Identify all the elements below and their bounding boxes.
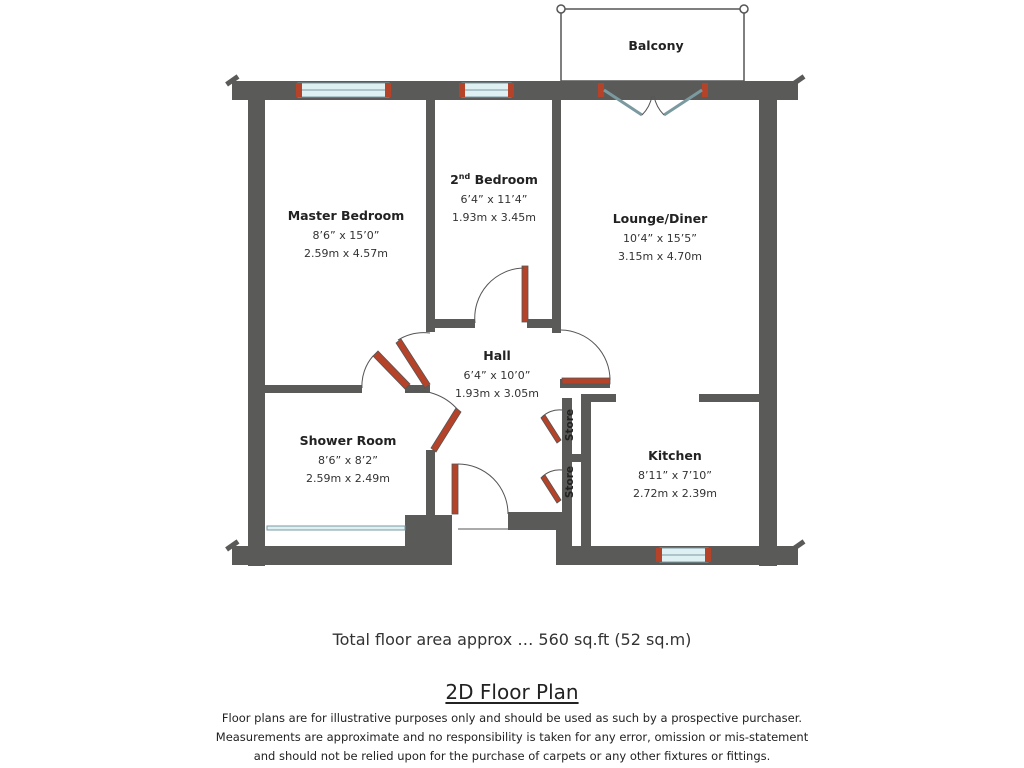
balcony-label: Balcony <box>628 38 684 53</box>
room-imperial: 8’6” x 8’2” <box>318 454 378 467</box>
disclaimer-line: Measurements are approximate and no responsibility is taken for any error, omission or mis-statement <box>215 730 809 744</box>
room-name: Kitchen <box>648 448 702 463</box>
room-name: Lounge/Diner <box>612 211 708 226</box>
room-name-number: 2 <box>450 172 459 188</box>
room-name: Master Bedroom <box>287 208 405 223</box>
master-bedroom-label <box>265 207 427 263</box>
total-floor-area: Total floor area approx … 560 sq.ft (52 sq.m) <box>332 630 692 649</box>
room-metric: 1.93m x 3.05m <box>455 387 539 400</box>
shower-room-label <box>265 432 431 488</box>
lounge-diner-label <box>561 210 759 266</box>
room-name-suffix: nd <box>458 172 471 181</box>
room-imperial: 10’4” x 15’5” <box>623 232 697 245</box>
plan-title <box>0 680 1024 704</box>
room-metric: 2.59m x 2.49m <box>306 472 390 485</box>
room-metric: 2.72m x 2.39m <box>633 487 717 500</box>
room-imperial: 8’11” x 7’10” <box>638 469 712 482</box>
store-label-upper: Store <box>564 408 576 442</box>
room-imperial: 6’4” x 10’0” <box>463 369 531 382</box>
room-name-rest: Bedroom <box>470 172 538 188</box>
room-name <box>431 168 557 189</box>
room-metric: 3.15m x 4.70m <box>618 250 702 263</box>
room-metric: 2.59m x 4.57m <box>304 247 388 260</box>
second-bedroom-label <box>431 168 557 227</box>
disclaimer <box>0 709 1024 766</box>
hall-label <box>437 347 557 403</box>
room-metric: 1.93m x 3.45m <box>452 211 536 225</box>
room-name: Shower Room <box>299 433 397 448</box>
room-imperial: 6’4” x 11’4” <box>460 193 528 207</box>
kitchen-label <box>591 447 759 503</box>
disclaimer-line: and should not be relied upon for the purchase of carpets or any other fixtures or fittings. <box>253 749 771 763</box>
disclaimer-line: Floor plans are for illustrative purposes only and should be used as such by a prospective purchaser. <box>221 711 803 725</box>
room-name: Hall <box>483 348 511 363</box>
room-imperial: 8’6” x 15’0” <box>312 229 380 242</box>
plan-title-text: 2D Floor Plan <box>445 680 579 704</box>
store-label-lower: Store <box>564 465 576 499</box>
